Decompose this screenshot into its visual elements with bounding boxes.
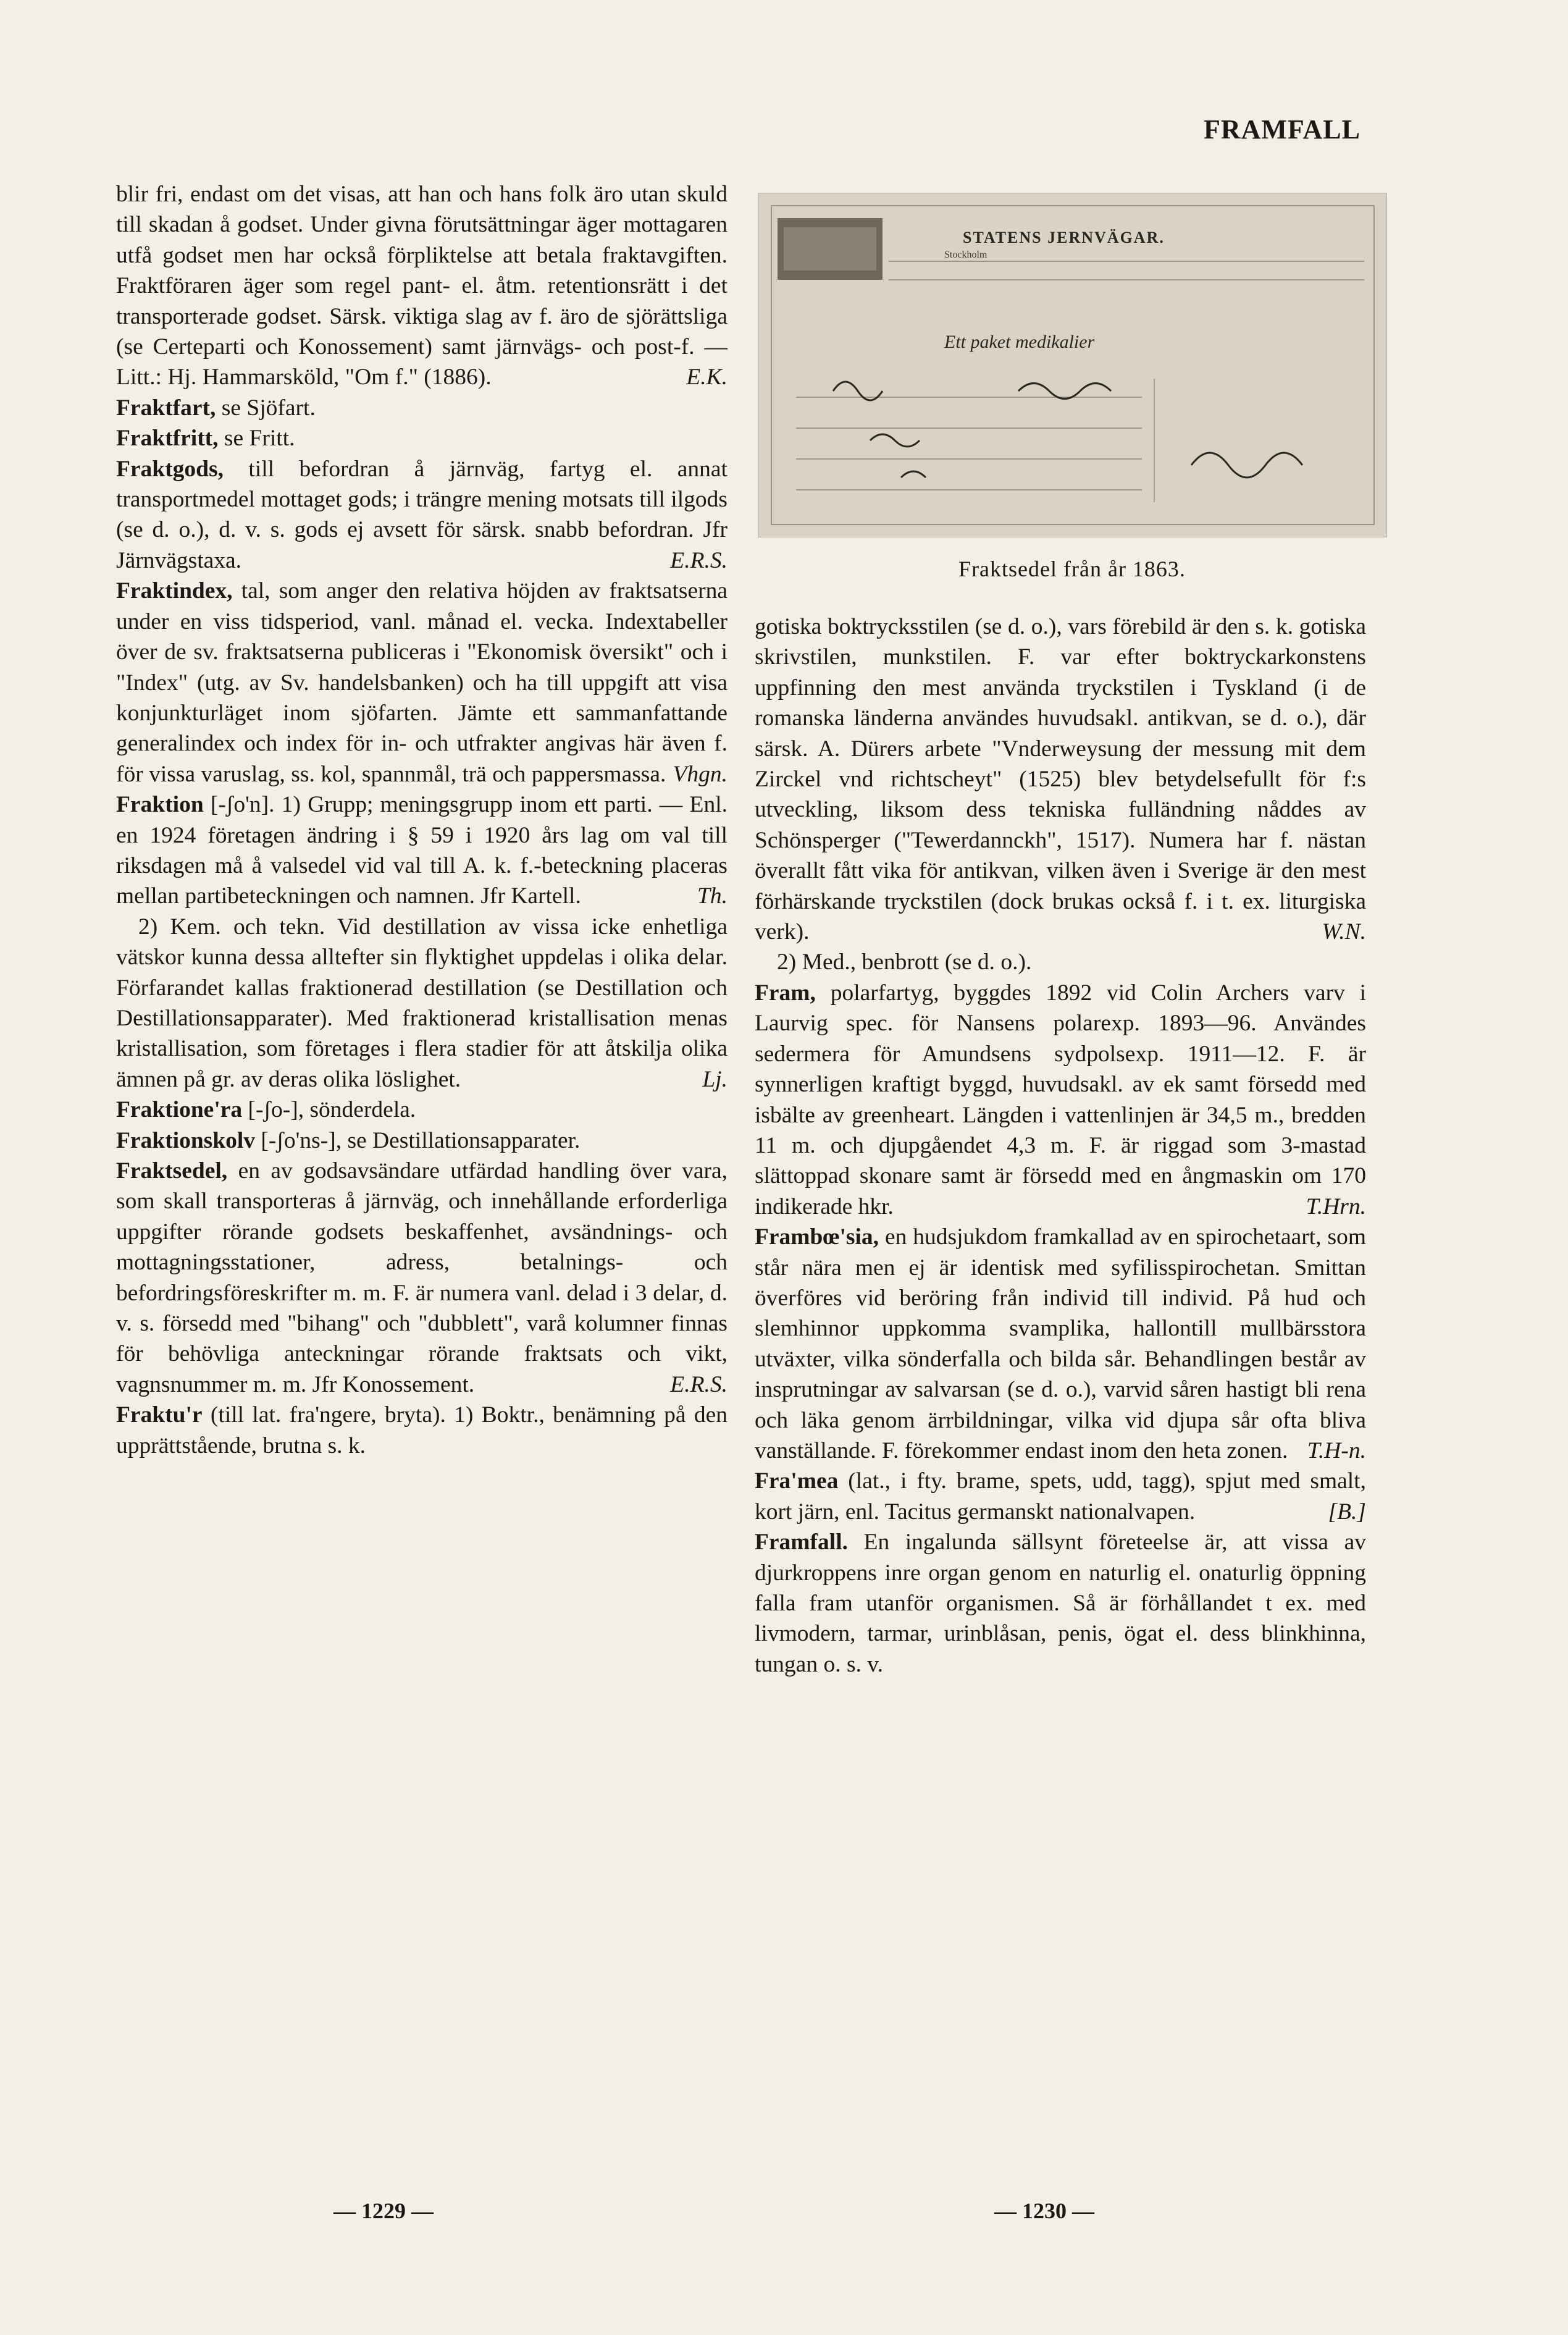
entry-text: en hudsjukdom framkallad av en spirochetaart, som står nära men ej är identisk med syfilisspirochetan. Smittan överföres vid beröring från individ till individ. På hud och slemhinnor uppkomma svamplika, hallontill mullbärsstora utväxter, vilka sönderfalla och bilda sår. Behandlingen består av insprutningar av salvarsan (se d. o.), varvid såren hastigt bli rena och läka genom ärrbildningar, vilka vid djupa sår ofta bliva vanställande. F. förekommer endast inom den heta zonen. [755,1224,1367,1463]
entry [116,179,727,393]
running-header: FRAMFALL [1203,114,1360,145]
ticket-handwriting: Ett paket medikalier [944,332,1095,352]
entry-text: till befordran å järnväg, fartyg el. annat transportmedel mottaget gods; i trängre mening motsats till ilgods (se d. o.), d. v. s. gods ej avsett för särsk. snabb befordran. Jfr Järnvägstaxa. [116,456,727,573]
right-column [755,612,1366,1680]
entry-text: 2) Kem. och tekn. Vid destillation av vissa icke enhetliga vätskor kunna dessa alltefter sin flyktighet uppdelas i olika delar. Förfarandet kallas fraktionerad destillation (se Destillation och Destillationsapparater). Med fraktionerad kristallisation menas kristallisation, som företages i flera stadier för att åtskilja olika ämnen på gr. av deras olika löslighet. [116,914,727,1092]
left-column [116,179,727,1461]
entry-text: se Sjöfart. [221,395,316,421]
entry [755,1466,1366,1527]
entry-text: polarfartyg, byggdes 1892 vid Colin Archers varv i Laurvig spec. för Nansens polarexp. 1893—96. Användes sedermera för Amundsens sydpolsexp. 1911—12. F. är synnerligen kraftigt byggd, huvudsakl. av ek samt försedd med isbälte av greenheart. Längden i vattenlinjen är 34,5 m., bredden 11 m. och djupgåendet 4,3 m. F. är riggad som 3-mastad slättoppad skonare samt är försedd med en ångmaskin om 170 indikerade hkr. [755,980,1366,1219]
entry-signature: T.Hrn. [1306,1193,1366,1219]
entry-term: Fraktindex, [116,578,233,604]
entry-text: gotiska boktrycksstilen (se d. o.), vars förebild är den s. k. gotiska skrivstilen, munkstilen. F. var efter boktryckarkonstens uppfinning den mest använda tryckstilen i Tyskland (i de romanska länderna användes huvudsakl. antikvan, se d. o.), där särsk. A. Dürers arbete "Vnderweysung der messung mit dem Zirckel vnd richtscheyt" (1525) blev betydelsefullt för f:s utveckling, liksom dess tekniska fulländning nåddes av Schönsperger ("Tewerdannckh", 1517). Numera har f. nästan överallt fått vika för antikvan, vilken även i Sverige är den mest förhärskande tryckstilen (dock brukas också f. i t. ex. liturgiska verk). [755,614,1366,945]
entry-text: blir fri, endast om det visas, att han och hans folk äro utan skuld till skadan å godset. Under givna förutsättningar äger mottagaren utfå godset men har också förpliktelse att betala fraktavgiften. Fraktföraren äger som regel pant- el. åtm. retentionsrätt i det transporterade godset. Särsk. viktiga slag av f. äro de sjörättsliga (se Certeparti och Konossement) samt järnvägs- och post-f. — Litt.: Hj. Hammarsköld, "Om f." (1886). [116,182,727,390]
entry-signature: Vhgn. [673,761,727,787]
entry [116,1125,727,1156]
entry [116,423,727,453]
entry-signature: E.R.S. [670,1371,727,1397]
entry [116,454,727,576]
entry-term: Fraktgods, [116,456,224,482]
entry-signature: Lj. [702,1066,727,1092]
entry-term: Fraktfart, [116,395,216,421]
entry-text: en av godsavsändare utfärdad handling över vara, som skall transporteras å järnväg, och innehållande erforderliga uppgifter rörande godsets beskaffenhet, avsändnings- och mottagningsstationer, adress, betalnings- och befordringsföreskrifter m. m. F. är numera vanl. delad i 3 delar, d. v. s. försedd med "bihang" och "dubblett", varå kolumner finnas för behövliga anteckningar rörande fraktsats och vikt, vagnsnummer m. m. Jfr Konossement. [116,1158,727,1397]
entry-term: Fraktsedel, [116,1158,228,1184]
entry-term: Fram, [755,980,816,1006]
entry-signature: W.N. [1322,919,1366,945]
ticket-city: Stockholm [944,250,987,260]
entry-term: Fraktion [116,792,204,818]
entry-signature: T.H-n. [1307,1437,1366,1463]
entry [116,393,727,423]
entry-signature: Th. [697,883,727,909]
page-number-left: — 1229 — [333,2198,434,2223]
entry [116,1095,727,1125]
entry-term: Fraktionskolv [116,1127,256,1153]
entry-signature: E.R.S. [670,547,727,573]
entry [755,612,1366,947]
page-number-right: — 1230 — [994,2198,1094,2223]
figure-caption: Fraktsedel från år 1863. [958,557,1186,581]
entry-signature: [B.] [1328,1499,1366,1525]
entry [116,576,727,789]
entry [116,1156,727,1400]
entry-text: tal, som anger den relativa höjden av fraktsatserna under en viss tidsperiod, vanl. månad el. vecka. Indextabeller över de sv. fraktsatserna publiceras i "Ekonomisk översikt" och i "Index" (utg. av Sv. handelsbanken) och ha till uppgift att visa konjunkturläget inom sjöfarten. Jämte ett sammanfattande generalindex och index för in- och utfrakter angivas här även f. för vissa varuslag, ss. kol, spannmål, trä och pappersmassa. [116,578,727,787]
entry [755,1527,1366,1680]
entry-text: (lat., i fty. brame, spets, udd, tagg), spjut med smalt, kort järn, enl. Tacitus germanskt nationalvapen. [755,1468,1367,1525]
entry-text: 2) Med., benbrott (se d. o.). [777,949,1032,975]
ticket-title: STATENS JERNVÄGAR. [963,229,1165,246]
entry-term: Fraktione'ra [116,1097,243,1123]
entry-term: Framfall. [755,1529,848,1555]
entry [755,978,1366,1222]
entry-term: Fraktfritt, [116,426,219,452]
entry [116,912,727,1095]
entry-term: Frambœ'sia, [755,1224,879,1250]
entry [755,947,1366,977]
entry-text: En ingalunda sällsynt företeelse är, att vissa av djurkroppens inre organ genom en naturlig el. onaturlig öppning falla fram utanför organismen. Så är förhållandet t ex. med livmodern, tarmar, urinblåsan, penis, ögat el. dess blinkhinna, tungan o. s. v. [755,1529,1366,1677]
entry-text: [-ʃo-], sönderdela. [248,1097,416,1123]
entry-text: se Fritt. [224,426,295,452]
entry-text: [-ʃo'n]. 1) Grupp; meningsgrupp inom ett parti. — Enl. en 1924 företagen ändring i § 59 i 1920 års lag om val till riksdagen må å valsedel vid val till A. k. f.-beteckning placeras mellan partibeteckningen och namnen. Jfr Kartell. [116,792,727,909]
entry [755,1222,1366,1466]
entry [116,1400,727,1461]
entry-term: Fra'mea [755,1468,839,1494]
entry [116,789,727,912]
entry-text: (till lat. fra'ngere, bryta). 1) Boktr., benämning på den upprättstående, brutna s. k. [116,1402,727,1458]
freight-bill-image [758,193,1387,537]
entry-text: [-ʃo'ns-], se Destillationsapparater. [261,1127,581,1153]
entry-signature: E.K. [686,364,727,390]
entry-term: Fraktu'r [116,1402,203,1428]
freight-bill-illustration [759,193,1386,537]
